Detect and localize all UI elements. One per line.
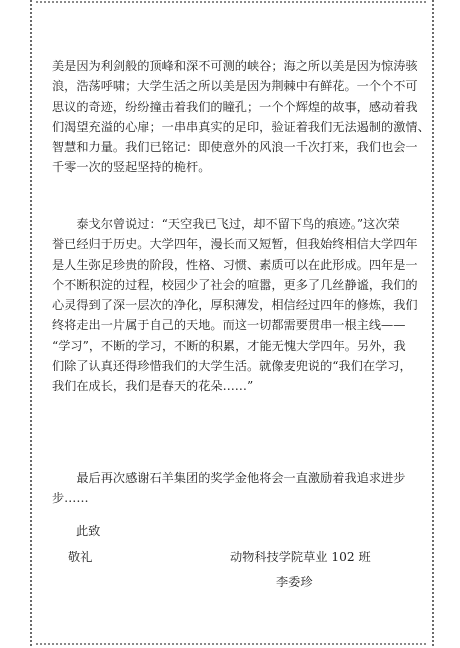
paragraph-line: 思议的奇迹，纷纷撞击着我们的瞳孔；一个个辉煌的故事，感动着我 [52,99,418,114]
top-edge-perforation [36,1,426,3]
paragraph-line: 千零一次的竖起坚持的桅杆。 [52,160,211,175]
paragraph-line: 浪，浩荡呼啸；大学生活之所以美是因为荆棘中有鲜花。一个个不可 [52,79,418,94]
bottom-edge-perforation [36,643,426,645]
paragraph-line: 个不断积淀的过程，校园少了社会的喧嚣，更多了几丝静谧，我们的 [52,277,418,292]
paragraph-line: 智慧和力量。我们已铭记：即使意外的风浪一千次打来，我们也会一 [52,140,418,155]
paragraph-line: 们除了认真还得珍惜我们的大学生活。就像麦兜说的“我们在学习， [52,359,412,374]
paragraph-line: 们渴望充溢的心扉；一串串真实的足印，验证着我们无法遏制的激情、 [52,119,430,134]
paragraph-3 [52,468,406,509]
paragraph-line: 步…… [52,491,89,506]
right-edge-perforation [432,0,434,646]
paragraph-line: 终将走出一片属于自己的天地。而这一切都需要贯串一根主线—— [52,318,406,333]
paragraph-line: 最后再次感谢石羊集团的奖学金他将会一直激励着我追求进步 [52,471,406,485]
paragraph-line: “学习”，不断的学习，不断的积累，才能无愧大学四年。另外，我 [52,338,406,353]
paragraph-line: 心灵得到了深一层次的净化，厚积薄发，相信经过四年的修炼，我们 [52,298,418,313]
paragraph-line: 泰戈尔曾说过：“天空我已飞过，却不留下鸟的痕迹。”这次荣 [52,217,400,231]
paragraph-1 [52,56,430,178]
paragraph-line: 誉已经归于历史。大学四年，漫长而又短暂，但我始终相信大学四年 [52,237,418,252]
paragraph-2 [52,214,418,397]
left-edge-perforation [30,0,32,646]
closing-salutation-1: 此致 [76,524,101,538]
paragraph-line: 美是因为利剑般的顶峰和深不可测的峡谷；海之所以美是因为惊涛骇 [52,59,418,73]
signature-class-line: 动物科技学院草业 102 班 [230,550,371,564]
closing-salutation-2: 敬礼 [68,550,93,564]
signature-name: 李委珍 [276,575,313,589]
paragraph-line: 我们在成长，我们是春天的花朵……” [52,379,254,394]
paragraph-line: 是人生弥足珍贵的阶段，性格、习惯、素质可以在此形成。四年是一 [52,257,418,272]
